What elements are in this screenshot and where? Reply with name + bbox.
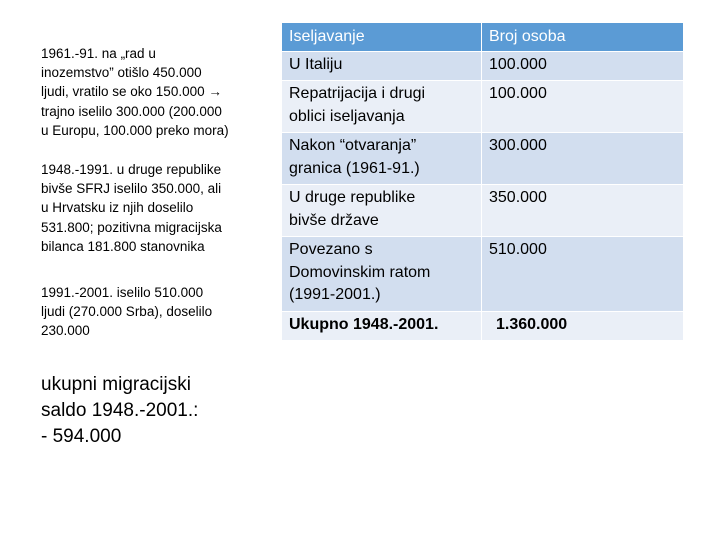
summary-line: - 594.000 xyxy=(41,425,122,447)
note-line: ljudi (270.000 Srba), doselilo xyxy=(41,304,213,320)
table-row xyxy=(282,51,684,81)
row-value: 100.000 xyxy=(482,51,684,81)
table-total-row xyxy=(282,311,684,341)
notes-column xyxy=(41,44,273,450)
note-line: 1991.-2001. iselilo 510.000 xyxy=(41,285,204,301)
total-label: Ukupno 1948.-2001. xyxy=(282,311,482,341)
summary-line: saldo 1948.-2001.: xyxy=(41,399,199,421)
note-1991-2001 xyxy=(41,283,273,341)
label-line: (1991-2001.) xyxy=(289,286,381,303)
total-value: 1.360.000 xyxy=(482,311,684,341)
label-line: granica (1961-91.) xyxy=(289,159,420,177)
row-label xyxy=(282,133,482,185)
emigration-table xyxy=(281,22,684,341)
table-row xyxy=(282,81,684,133)
label-line: oblici iseljavanja xyxy=(289,107,405,125)
label-line: Domovinskim ratom xyxy=(289,263,431,281)
row-label xyxy=(282,51,482,81)
note-line: 230.000 xyxy=(41,323,90,339)
row-label xyxy=(282,185,482,237)
note-line: u Hrvatsku iz njih doselilo xyxy=(41,200,194,216)
table-header-row xyxy=(282,23,684,52)
table-row xyxy=(282,185,684,237)
note-line: bivše SFRJ iselilo 350.000, ali xyxy=(41,181,222,197)
label-line: Repatrijacija i drugi xyxy=(289,85,426,102)
row-label xyxy=(282,237,482,312)
table-row xyxy=(282,133,684,185)
row-value: 510.000 xyxy=(482,237,684,312)
note-line: ljudi, vratilo se oko 150.000 → xyxy=(41,84,222,100)
row-value: 350.000 xyxy=(482,185,684,237)
label-line: U druge republike xyxy=(289,189,416,206)
header-number-of-people: Broj osoba xyxy=(482,23,684,52)
note-line: 531.800; pozitivna migracijska xyxy=(41,219,222,235)
header-emigration: Iseljavanje xyxy=(282,23,482,52)
table-row xyxy=(282,237,684,312)
label-line: Povezano s xyxy=(289,241,373,258)
note-sfrj-migration xyxy=(41,160,273,256)
note-line: 1961.-91. na „rad u xyxy=(41,46,156,61)
note-line: trajno iselilo 300.000 (200.000 xyxy=(41,103,222,119)
label-line: Nakon “otvaranja” xyxy=(289,137,417,154)
label-line: U Italiju xyxy=(289,55,343,73)
note-line: inozemstvo” otišlo 450.000 xyxy=(41,65,202,81)
row-value: 100.000 xyxy=(482,81,684,133)
note-emigration-1961-1991 xyxy=(41,44,273,140)
migration-balance-summary xyxy=(41,372,273,450)
row-label xyxy=(282,81,482,133)
label-line: bivše države xyxy=(289,211,379,229)
note-line: u Europu, 100.000 preko mora) xyxy=(41,122,229,138)
note-line: bilanca 181.800 stanovnika xyxy=(41,238,205,254)
note-line: 1948.-1991. u druge republike xyxy=(41,162,222,178)
summary-line: ukupni migracijski xyxy=(41,373,191,395)
row-value: 300.000 xyxy=(482,133,684,185)
